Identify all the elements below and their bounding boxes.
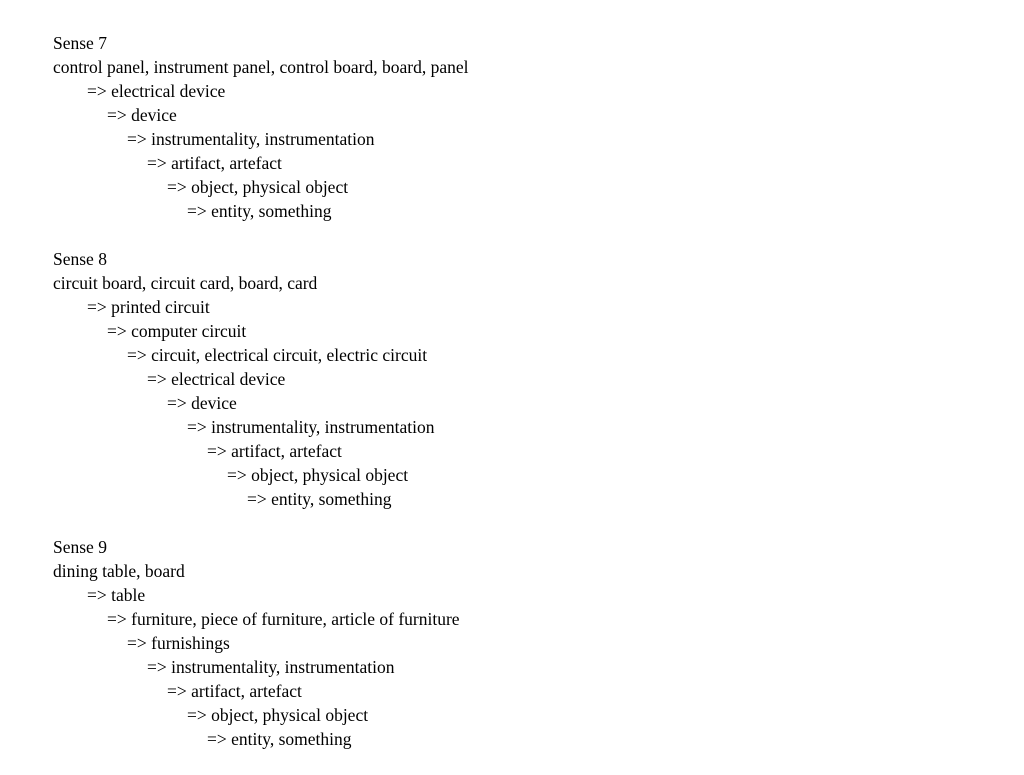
sense-heading: Sense 8 [53,249,107,269]
hypernym-line: => object, physical object [227,465,409,485]
hypernym-line: => instrumentality, instrumentation [127,129,375,149]
hypernym-line: => instrumentality, instrumentation [147,657,395,677]
sense-heading: Sense 9 [53,537,107,557]
hypernym-line: => circuit, electrical circuit, electric circuit [127,345,428,365]
hypernym-line: => device [107,105,177,125]
sense-block-7 [53,31,1013,223]
hypernym-line: => device [167,393,237,413]
hypernym-line: => entity, something [207,729,352,749]
hypernym-line: => artifact, artefact [167,681,302,701]
hypernym-line: => entity, something [247,489,392,509]
hypernym-line: => object, physical object [187,705,369,725]
hypernym-line: => artifact, artefact [207,441,342,461]
sense-block-9 [53,535,1013,751]
hypernym-line: => computer circuit [107,321,247,341]
sense-block-8 [53,247,1013,511]
hypernym-line: => furnishings [127,633,230,653]
hypernym-line: => instrumentality, instrumentation [187,417,435,437]
hypernym-line: => electrical device [87,81,226,101]
hypernym-line: => entity, something [187,201,332,221]
hypernym-line: => electrical device [147,369,286,389]
hypernym-line: => object, physical object [167,177,349,197]
sense-synonyms: control panel, instrument panel, control board, board, panel [53,57,469,77]
hypernym-line: => furniture, piece of furniture, article of furniture [107,609,460,629]
wordnet-senses-document [53,31,1013,775]
hypernym-line: => artifact, artefact [147,153,282,173]
sense-synonyms: circuit board, circuit card, board, card [53,273,318,293]
hypernym-line: => printed circuit [87,297,210,317]
hypernym-line: => table [87,585,146,605]
sense-synonyms: dining table, board [53,561,185,581]
sense-heading: Sense 7 [53,33,107,53]
